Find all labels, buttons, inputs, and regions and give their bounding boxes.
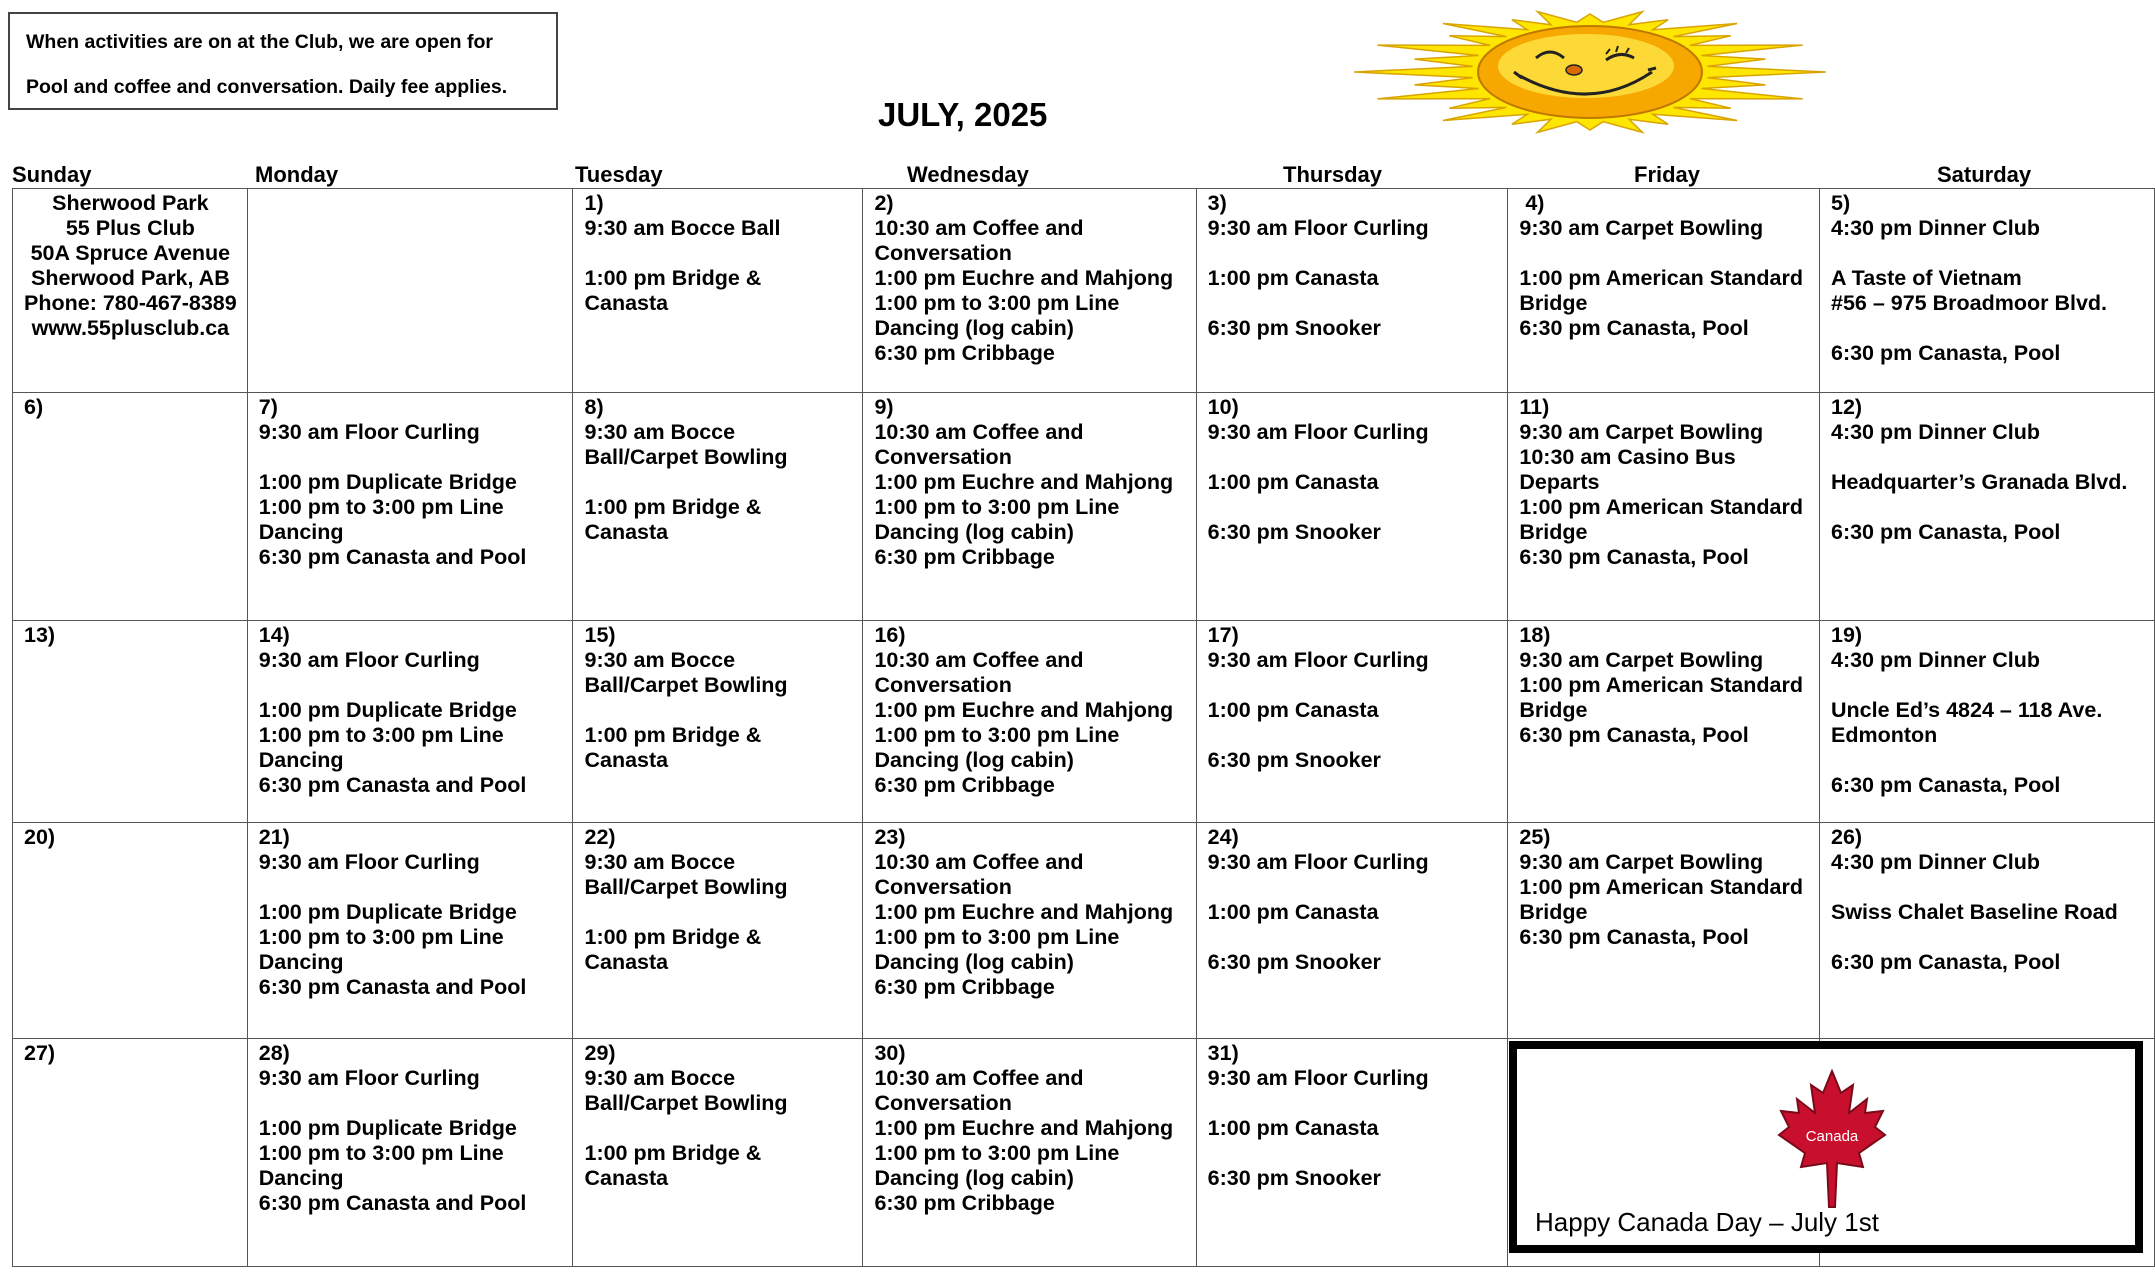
day-number: 15) — [584, 623, 616, 647]
event-line: Dancing (log cabin) — [874, 950, 1074, 974]
calendar-day-cell — [1819, 823, 2154, 1039]
club-info-line: Sherwood Park, AB — [31, 266, 230, 290]
day-number: 30) — [874, 1041, 906, 1065]
event-line: 6:30 pm Cribbage — [874, 773, 1055, 797]
event-line: 9:30 am Carpet Bowling — [1519, 216, 1764, 240]
calendar-day-cell — [573, 1039, 863, 1267]
event-line — [584, 470, 852, 495]
day-number: 14) — [258, 623, 290, 647]
event-line — [1208, 875, 1498, 900]
calendar-day-cell — [1196, 189, 1508, 393]
calendar-day-cell — [863, 393, 1196, 621]
event-line: 1:00 pm to 3:00 pm Line — [874, 925, 1120, 949]
event-line: Canasta — [584, 520, 669, 544]
event-line: Ball/Carpet Bowling — [584, 445, 788, 469]
event-line: 9:30 am Bocce — [584, 420, 736, 444]
event-line: Departs — [1519, 470, 1600, 494]
day-number: 25) — [1519, 825, 1551, 849]
event-line: 9:30 am Floor Curling — [1207, 420, 1429, 444]
event-line: 6:30 pm Canasta and Pool — [258, 975, 527, 999]
day-header-friday: Friday — [1634, 162, 1701, 187]
event-line — [584, 1116, 852, 1141]
event-line: 6:30 pm Snooker — [1207, 520, 1381, 544]
day-number: 29) — [584, 1041, 616, 1065]
event-line — [1208, 1141, 1498, 1166]
event-line: 9:30 am Floor Curling — [258, 420, 480, 444]
event-line: 10:30 am Coffee and — [874, 850, 1084, 874]
calendar-day-cell — [1196, 1039, 1508, 1267]
event-line: Bridge — [1519, 698, 1588, 722]
event-line: 1:00 pm Canasta — [1207, 1116, 1379, 1140]
event-line: 1:00 pm Euchre and Mahjong — [874, 900, 1174, 924]
calendar-day-cell — [863, 1039, 1196, 1267]
calendar-week-row — [13, 189, 2155, 393]
event-line: 6:30 pm Canasta, Pool — [1519, 545, 1749, 569]
calendar-day-cell — [13, 393, 248, 621]
event-line: 6:30 pm Canasta and Pool — [258, 773, 527, 797]
event-line: 6:30 pm Canasta, Pool — [1830, 520, 2061, 544]
day-number: 12) — [1830, 395, 1863, 419]
event-line: Canasta — [584, 1166, 669, 1190]
event-line: Conversation — [874, 445, 1012, 469]
event-line: 6:30 pm Canasta, Pool — [1830, 950, 2061, 974]
event-line: 9:30 am Floor Curling — [258, 1066, 480, 1090]
calendar-day-cell — [1508, 189, 1820, 393]
notice-line-1: When activities are on at the Club, we are open for — [26, 31, 494, 53]
event-line — [584, 900, 852, 925]
event-line: 4:30 pm Dinner Club — [1830, 648, 2041, 672]
event-line: 10:30 am Coffee and — [874, 648, 1084, 672]
canada-day-message: Happy Canada Day – July 1st — [1535, 1207, 1879, 1237]
event-line: 9:30 am Carpet Bowling — [1519, 420, 1764, 444]
day-number: 18) — [1519, 623, 1551, 647]
event-line: Ball/Carpet Bowling — [584, 1091, 788, 1115]
calendar-day-cell — [863, 823, 1196, 1039]
calendar-week-row — [13, 621, 2155, 823]
calendar-day-cell — [1196, 621, 1508, 823]
event-line: 9:30 am Bocce — [584, 648, 736, 672]
event-line: Ball/Carpet Bowling — [584, 875, 788, 899]
event-line: Canasta — [584, 748, 669, 772]
event-line — [1831, 316, 2144, 341]
calendar-day-cell — [1508, 621, 1820, 823]
day-number: 5) — [1830, 191, 1851, 215]
event-line: 9:30 am Bocce — [584, 850, 736, 874]
calendar-day-cell — [1819, 621, 2154, 823]
event-line: 6:30 pm Snooker — [1207, 316, 1381, 340]
event-line: 4:30 pm Dinner Club — [1830, 420, 2041, 444]
event-line: 6:30 pm Canasta, Pool — [1830, 341, 2061, 365]
event-line: Dancing — [258, 520, 344, 544]
event-line: 1:00 pm Bridge & — [584, 1141, 762, 1165]
day-number: 1) — [584, 191, 604, 215]
day-header-wednesday: Wednesday — [907, 162, 1029, 187]
event-line: 1:00 pm Euchre and Mahjong — [874, 1116, 1174, 1140]
event-line: 1:00 pm to 3:00 pm Line — [258, 925, 504, 949]
day-number: 21) — [258, 825, 290, 849]
day-number: 20) — [24, 825, 56, 849]
event-line: 1:00 pm Euchre and Mahjong — [874, 698, 1174, 722]
event-line: 9:30 am Floor Curling — [1207, 1066, 1429, 1090]
calendar-day-cell — [247, 621, 573, 823]
calendar-day-cell — [863, 621, 1196, 823]
event-line: 6:30 pm Snooker — [1207, 748, 1381, 772]
event-line: 1:00 pm Bridge & — [584, 925, 762, 949]
club-info-line: Sherwood Park — [52, 191, 209, 215]
event-line: Conversation — [874, 875, 1012, 899]
day-header-tuesday: Tuesday — [575, 162, 663, 187]
event-line — [1831, 445, 2144, 470]
calendar-week-row — [13, 393, 2155, 621]
event-line: 6:30 pm Cribbage — [874, 545, 1055, 569]
day-number: 8) — [584, 395, 604, 419]
event-line: 10:30 am Coffee and — [874, 216, 1084, 240]
calendar-day-cell — [1508, 823, 1820, 1039]
day-number: 28) — [258, 1041, 290, 1065]
day-number: 24) — [1207, 825, 1239, 849]
day-number: 3) — [1207, 191, 1227, 215]
event-line: 10:30 am Casino Bus — [1519, 445, 1736, 469]
event-line: Canasta — [584, 950, 669, 974]
event-line: Ball/Carpet Bowling — [584, 673, 788, 697]
event-line — [1831, 241, 2144, 266]
event-line: 1:00 pm to 3:00 pm Line — [258, 1141, 504, 1165]
event-line: Dancing (log cabin) — [874, 748, 1074, 772]
day-number: 9) — [874, 395, 894, 419]
event-line: Headquarter’s Granada Blvd. — [1830, 470, 2128, 494]
club-info-line: 50A Spruce Avenue — [30, 241, 231, 265]
event-line: 1:00 pm Canasta — [1207, 900, 1379, 924]
event-line — [1208, 445, 1498, 470]
event-line: #56 – 975 Broadmoor Blvd. — [1830, 291, 2108, 315]
event-line: 1:00 pm Bridge & — [584, 495, 762, 519]
day-number: 7) — [258, 395, 278, 419]
event-line: Uncle Ed’s 4824 – 118 Ave. — [1830, 698, 2103, 722]
calendar-day-cell — [573, 621, 863, 823]
event-line: 9:30 am Floor Curling — [258, 648, 480, 672]
event-line — [584, 241, 852, 266]
event-line: 1:00 pm American Standard — [1519, 673, 1803, 697]
calendar-day-cell — [1196, 393, 1508, 621]
event-line: 9:30 am Floor Curling — [1207, 850, 1429, 874]
day-header-saturday: Saturday — [1937, 162, 2032, 187]
event-line: 9:30 am Bocce — [584, 1066, 736, 1090]
event-line: 1:00 pm Canasta — [1207, 266, 1379, 290]
event-line: 4:30 pm Dinner Club — [1830, 216, 2041, 240]
day-number: 31) — [1207, 1041, 1239, 1065]
day-number: 11) — [1519, 395, 1550, 419]
event-line: 6:30 pm Cribbage — [874, 341, 1055, 365]
event-line — [1208, 291, 1498, 316]
event-line — [1831, 925, 2144, 950]
event-line: 6:30 pm Cribbage — [874, 975, 1055, 999]
event-line: 4:30 pm Dinner Club — [1830, 850, 2041, 874]
calendar-day-cell — [573, 823, 863, 1039]
event-line — [1831, 495, 2144, 520]
event-line: 1:00 pm American Standard — [1519, 495, 1803, 519]
day-header-thursday: Thursday — [1283, 162, 1383, 187]
event-line: 1:00 pm to 3:00 pm Line — [874, 291, 1120, 315]
event-line: 1:00 pm Duplicate Bridge — [258, 900, 517, 924]
event-line: 9:30 am Floor Curling — [1207, 216, 1429, 240]
day-number: 17) — [1207, 623, 1239, 647]
calendar-day-cell — [13, 1039, 248, 1267]
event-line — [259, 1091, 563, 1116]
event-line: Bridge — [1519, 900, 1588, 924]
event-line: 1:00 pm Euchre and Mahjong — [874, 470, 1174, 494]
event-line: 1:00 pm to 3:00 pm Line — [874, 723, 1120, 747]
event-line: 1:00 pm to 3:00 pm Line — [874, 1141, 1120, 1165]
event-line: Bridge — [1519, 520, 1588, 544]
canada-maple-leaf-icon — [1777, 1069, 1887, 1209]
day-number: 16) — [874, 623, 906, 647]
event-line — [1208, 495, 1498, 520]
day-number: 22) — [584, 825, 616, 849]
event-line: 6:30 pm Cribbage — [874, 1191, 1055, 1215]
calendar-day-cell — [13, 823, 248, 1039]
day-number: 2) — [874, 191, 894, 215]
event-line: 10:30 am Coffee and — [874, 1066, 1084, 1090]
event-line: 1:00 pm American Standard — [1519, 875, 1803, 899]
event-line — [259, 445, 563, 470]
club-info-line: www.55plusclub.ca — [31, 316, 230, 340]
event-line — [1208, 723, 1498, 748]
calendar-day-cell — [863, 189, 1196, 393]
event-line: 1:00 pm Duplicate Bridge — [258, 470, 517, 494]
event-line — [1831, 748, 2144, 773]
event-line: Dancing (log cabin) — [874, 316, 1074, 340]
calendar-day-cell — [573, 393, 863, 621]
event-line: Conversation — [874, 673, 1012, 697]
event-line: 1:00 pm Duplicate Bridge — [258, 698, 517, 722]
event-line: Canasta — [584, 291, 669, 315]
event-line: 10:30 am Coffee and — [874, 420, 1084, 444]
event-line — [1208, 673, 1498, 698]
event-line: 6:30 pm Canasta, Pool — [1830, 773, 2061, 797]
calendar-week-row — [13, 823, 2155, 1039]
event-line: 1:00 pm to 3:00 pm Line — [874, 495, 1120, 519]
event-line: 1:00 pm Canasta — [1207, 698, 1379, 722]
event-line — [1831, 673, 2144, 698]
day-number: 10) — [1207, 395, 1239, 419]
event-line: Conversation — [874, 241, 1012, 265]
event-line: Dancing (log cabin) — [874, 1166, 1074, 1190]
event-line — [1519, 241, 1809, 266]
event-line: 6:30 pm Canasta and Pool — [258, 545, 527, 569]
event-line — [1208, 1091, 1498, 1116]
event-line: 6:30 pm Canasta, Pool — [1519, 316, 1749, 340]
event-line: 6:30 pm Snooker — [1207, 950, 1381, 974]
event-line: 9:30 am Bocce Ball — [584, 216, 781, 240]
event-line: Swiss Chalet Baseline Road — [1830, 900, 2118, 924]
day-header-sunday: Sunday — [12, 162, 92, 187]
event-line — [259, 875, 563, 900]
event-line: 1:00 pm American Standard — [1519, 266, 1803, 290]
event-line: Conversation — [874, 1091, 1012, 1115]
event-line — [584, 698, 852, 723]
day-number: 26) — [1830, 825, 1863, 849]
event-line: 1:00 pm Bridge & — [584, 723, 762, 747]
event-line: 6:30 pm Canasta, Pool — [1519, 723, 1749, 747]
day-number: 19) — [1830, 623, 1863, 647]
calendar-day-cell — [247, 189, 573, 393]
day-number: 13) — [24, 623, 56, 647]
calendar-day-cell — [13, 621, 248, 823]
event-line: 9:30 am Floor Curling — [1207, 648, 1429, 672]
event-line: A Taste of Vietnam — [1830, 266, 2022, 290]
event-line: Dancing — [258, 748, 344, 772]
event-line: 1:00 pm Bridge & — [584, 266, 762, 290]
calendar-day-cell — [247, 393, 573, 621]
event-line — [259, 673, 563, 698]
day-number: 23) — [874, 825, 906, 849]
event-line — [1208, 241, 1498, 266]
event-line — [1831, 875, 2144, 900]
calendar-day-cell — [1819, 189, 2154, 393]
event-line — [1208, 925, 1498, 950]
day-number: 6) — [24, 395, 44, 419]
calendar-day-cell — [247, 1039, 573, 1267]
club-info-line: Phone: 780-467-8389 — [24, 291, 237, 315]
event-line: 9:30 am Floor Curling — [258, 850, 480, 874]
event-line: 6:30 pm Canasta, Pool — [1519, 925, 1749, 949]
event-line: 1:00 pm to 3:00 pm Line — [258, 495, 504, 519]
canada-leaf-label: Canada — [1805, 1128, 1859, 1145]
calendar-day-cell — [1196, 823, 1508, 1039]
event-line: Dancing (log cabin) — [874, 520, 1074, 544]
calendar-day-cell — [1508, 393, 1820, 621]
page-title: JULY, 2025 — [878, 96, 1048, 133]
event-line: 9:30 am Carpet Bowling — [1519, 648, 1764, 672]
smiling-sun-icon — [1350, 8, 1830, 136]
calendar-day-cell — [573, 189, 863, 393]
canada-day-box — [1509, 1041, 2143, 1253]
day-number: 4) — [1519, 191, 1545, 215]
event-line: 6:30 pm Snooker — [1207, 1166, 1381, 1190]
day-number: 27) — [24, 1041, 56, 1065]
event-line: 1:00 pm Duplicate Bridge — [258, 1116, 517, 1140]
event-line: 6:30 pm Canasta and Pool — [258, 1191, 527, 1215]
calendar-day-cell — [247, 823, 573, 1039]
event-line: Bridge — [1519, 291, 1588, 315]
event-line: 9:30 am Carpet Bowling — [1519, 850, 1764, 874]
club-info-cell — [13, 189, 248, 393]
notice-line-2: Pool and coffee and conversation. Daily fee applies. — [26, 76, 508, 98]
event-line: Dancing — [258, 950, 344, 974]
event-line: Edmonton — [1830, 723, 1938, 747]
club-info-line: 55 Plus Club — [65, 216, 195, 240]
event-line: 1:00 pm to 3:00 pm Line — [258, 723, 504, 747]
calendar-day-cell — [1819, 393, 2154, 621]
club-notice-box — [8, 12, 558, 110]
day-header-monday: Monday — [255, 162, 339, 187]
event-line: 1:00 pm Canasta — [1207, 470, 1379, 494]
event-line: 1:00 pm Euchre and Mahjong — [874, 266, 1174, 290]
event-line: Dancing — [258, 1166, 344, 1190]
